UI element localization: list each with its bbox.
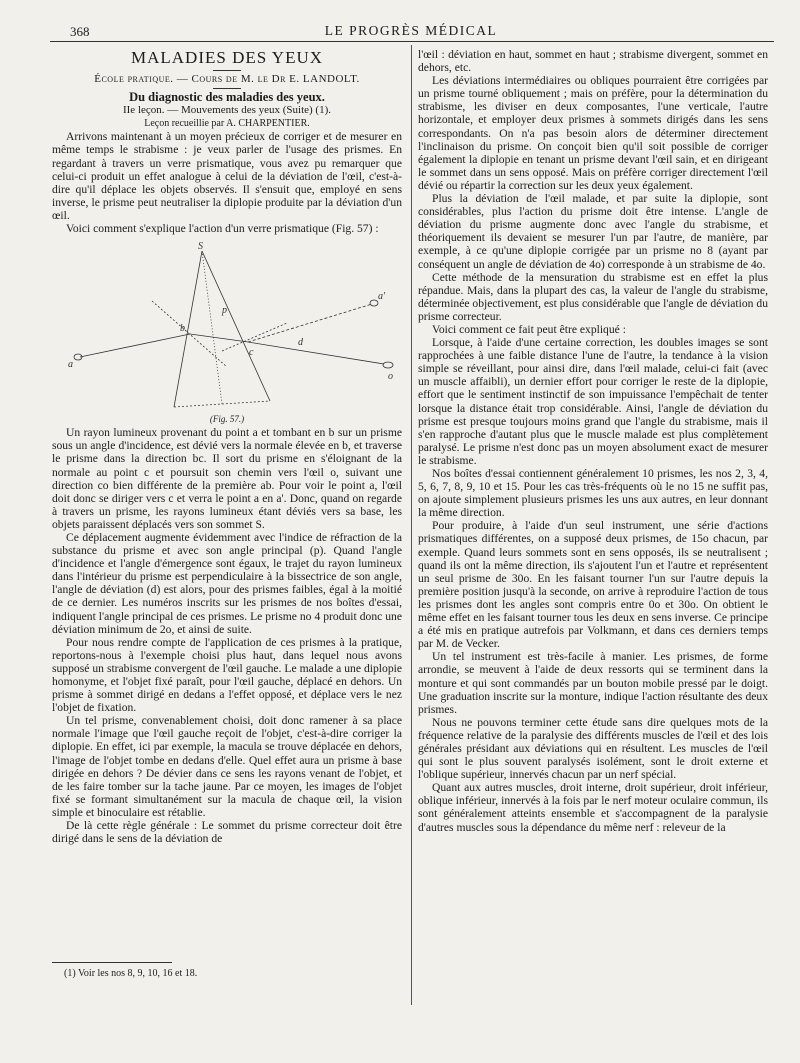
- normal-b: [152, 301, 227, 367]
- internal-ray: [190, 334, 248, 342]
- paragraph: Un tel instrument est très-facile à manier. Les prismes, de forme arrondie, se meuvent à l'aide de deux ressorts qui se terminent dans la monture et qui sont commandés par un bouton mobile pressé par le doigt. Une graduation inscrite sur la monture, indique l'action résultante des deux prismes.: [418, 650, 768, 716]
- column-rule: [411, 45, 412, 1005]
- article-title: Du diagnostic des maladies des yeux.: [129, 90, 325, 105]
- subhead-rule: [213, 88, 241, 89]
- paragraph: Cette méthode de la mensuration du strabisme est en effet la plus répandue. Mais, dans la plupart des cas, la valeur de l'angle du strabisme, déterminée objectivement, est plus considérable que l'angle de déviation du prisme correcteur.: [418, 270, 768, 323]
- label-o: o: [388, 371, 393, 383]
- figure-caption: (Fig. 57.): [209, 414, 245, 425]
- prism-figure: [52, 239, 402, 411]
- label-c: c: [249, 347, 254, 359]
- incident-ray: [80, 334, 190, 357]
- course-line: École pratique. — Cours de M. le Dr E. LANDOLT.: [94, 73, 360, 85]
- header-rule: [50, 41, 774, 42]
- paragraph: Voici comment s'explique l'action d'un verre prismatique (Fig. 57) :: [66, 222, 379, 236]
- footnote-rule: [52, 962, 172, 963]
- paragraph: Nous ne pouvons terminer cette étude sans dire quelques mots de la fréquence relative de la paralysie des différents muscles de l'œil et des lois générales présidant aux déviations qui en résultent. Les muscles de l'œil qui sont le plus souvent paralysés isolément, sont le droit externe et l'oblique supérieur, innervés chacun par un nerf spécial.: [418, 715, 768, 782]
- paragraph: Les déviations intermédiaires ou obliques pourraient être corrigées par un prisme tourné obliquement ; mais on préfère, pour la détermination du strabisme, les diviser en deux composantes, l'une verticale, l'autre horizontale, et employer deux prismes à sommets dirigés dans les sens correspondants. On n'a pas besoin alors de déterminer directement l'inclinaison du prisme. On conçoit bien qu'il soit possible de corriger également la diplopie en tenant un prisme devant l'œil sain, et en dirigeant le sommet dans un sens opposé. Mais on préfère corriger directement l'œil dévié ou répartir la correction sur les deux yeux également.: [418, 74, 768, 192]
- label-p: p: [222, 305, 227, 317]
- page-header: [48, 22, 774, 42]
- paragraph: Voici comment ce fait peut être expliqué :: [432, 322, 626, 336]
- emergent-ray: [248, 342, 384, 364]
- prism-base: [174, 401, 270, 407]
- label-a-prime: a': [378, 291, 386, 303]
- prism-left-edge: [174, 251, 202, 407]
- apparent-ray: [248, 304, 372, 342]
- paragraph: Pour nous rendre compte de l'application de ces prismes à la pratique, reportons-nous à l'exemple choisi plus haut, dans lequel nous avons supposé un strabisme convergent de l'œil gauche. Le malade a une diplopie homonyme, et l'objet fixé paraît, pour l'œil gauche, déplacé en dehors. Un prisme à sommet dirigé en dedans a l'effet opposé, et déplace vers le nez l'objet de fixation.: [52, 635, 402, 715]
- paragraph: Pour produire, à l'aide d'un seul instrument, une série d'actions prismatiques différentes, on a supposé deux prismes, de 15o chacun, par exemple. Quand leurs sommets sont en sens opposés, ils se neutralisent ; quand ils ont la même direction, ils s'ajoutent l'un et l'autre et représentent un seul prisme de 30o. En les faisant tourner l'un sur l'autre depuis la première position jusqu'à la seconde, on arrive à reproduire l'action de tous les prismes dont les angles sont compris entre 0o et 30o. On obtient le même effet en les faisant tourner tous les deux en sens inverse. Ce principe a été mis en pratique autrefois par Volkmann, et dans ces derniers temps par M. de Vecker.: [418, 519, 768, 651]
- paragraph: Arrivons maintenant à un moyen précieux de corriger et de mesurer en même temps le strabisme : je veux parler de l'usage des prismes. En regardant à travers un verre prismatique, vous avez pu remarquer que celui-ci produit un effet analogue à celui de la déviation de l'œil, c'est-à-dire qu'il déplace les objets observés. Il s'ensuit que, employé en sens inverse, le prisme peut neutraliser la diplopie produite par la déviation d'un œil.: [52, 130, 402, 222]
- label-d: d: [298, 337, 303, 349]
- paragraph: Quant aux autres muscles, droit interne, droit supérieur, droit inférieur, oblique inférieur, innervés à la fois par le nerf moteur oculaire commun, ils sont généralement atteints ensemble et s'accompagnent de la paralysie d'autres muscles sous la dépendance du même nerf : releveur de la: [418, 781, 768, 834]
- paragraph: De là cette règle générale : Le sommet du prisme correcteur doit être dirigé dans le sens de la déviation de: [52, 819, 402, 846]
- paragraph: l'œil : déviation en haut, sommet en haut ; strabisme divergent, sommet en dehors, etc.: [418, 48, 768, 75]
- lesson-line: IIe leçon. — Mouvements des yeux (Suite) (1).: [122, 104, 332, 117]
- label-a: a: [68, 359, 73, 371]
- label-b: b: [180, 323, 185, 335]
- apparent-object: [370, 300, 378, 306]
- left-column: [52, 48, 402, 845]
- paragraph: Nos boîtes d'essai contiennent généralement 10 prismes, les nos 2, 3, 4, 5, 6, 7, 8, 9, 10 et 15. Pour les cas très-fréquents où le no 15 ne suffit pas, on ajoute simplement plusieurs prismes les uns aux autres, en leur donnant la même direction.: [418, 467, 768, 520]
- paragraph: Lorsque, à l'aide d'une certaine correction, les doubles images se sont rapprochées à une faible distance l'une de l'autre, la tendance à la vision simple se réveillant, pour ainsi dire, dans l'œil malade, celui-ci fait (avec un muscle affaibli), un dernier effort pour corriger le reste de la diplopie, effort que le sentiment instinctif de son impuissance l'empêchait de tenter lorsque la distance était trop considérable. Ainsi, l'angle de déviation du prisme est presque toujours moins grand que l'angle du strabisme, mais il s'en rapproche d'autant plus que le muscle malade est plus complètement paralysé. Le prisme n'est donc pas un moyen absolument exact de mesurer le strabisme.: [418, 336, 768, 467]
- running-title: LE PROGRÈS MÉDICAL: [324, 23, 498, 38]
- paragraph: Plus la déviation de l'œil malade, et par suite la diplopie, sont considérables, plus l'action du prisme doit être intense. L'angle de déviation du prisme augmente donc avec l'angle du strabisme, et théoriquement ils devaient se mesurer l'un par l'autre, de manière, par exemple, à ce qu'une diplopie corrigée par un prisme no 8 (ayant par conséquent un angle de déviation de 4o) corresponde à un strabisme de 4o.: [418, 192, 768, 271]
- right-column: [418, 48, 768, 834]
- title-rule: [213, 70, 241, 71]
- label-s: S: [198, 241, 203, 253]
- section-title: MALADIES DES YEUX: [130, 48, 324, 67]
- footnote: (1) Voir les nos 8, 9, 10, 16 et 18.: [64, 968, 198, 979]
- page-number: 368: [70, 24, 90, 39]
- paragraph: Ce déplacement augmente évidemment avec l'indice de réfraction de la substance du prisme et avec son angle principal (p). Quand l'angle d'incidence et l'angle d'émergence sont égaux, le trajet du rayon lumineux dans l'intérieur du prisme est perpendiculaire à la bissectrice de son angle, l'angle de déviation (d) est alors, pour des prismes faibles, égal à la moitié de ce dernier. Les numéros inscrits sur les prismes de nos boîtes d'essai, indiquent l'angle principal de ces prismes. Le prisme no 4 produit donc une déviation minimum de 2o, et ainsi de suite.: [52, 530, 402, 636]
- prism-diagram: [52, 239, 402, 411]
- paragraph: Un tel prisme, convenablement choisi, doit donc ramener à sa place normale l'image que l'œil gauche reçoit de l'objet, c'est-à-dire corriger la diplopie. En effet, ici par exemple, la macula se trouve déplacée en dehors, l'image de l'objet tombe en dedans d'elle. Quel effet aura un prisme à base dirigée en dehors ? De dévier dans ce sens les rayons venant de l'objet, et de les faire tomber sur la tache jaune. Par ce moyen, les images de l'objet fixé se formant simultanément sur la macula de chaque œil, la vision simple et binoculaire est rétablie.: [52, 714, 402, 819]
- paragraph: Un rayon lumineux provenant du point a et tombant en b sur un prisme sous un angle d'incidence, est dévié vers la normale élevée en b, et traverse le prisme dans la direction bc. Il sort du prisme en s'éloignant de la normale au point c et poursuit son chemin vers l'œil o, suivant une direction co bien différente de la première ab. Pour voir le point a, l'œil doit donc se diriger vers c et verra le point a en a'. Donc, quand on regarde à travers un prisme, les rayons lumineux étant déviés vers sa base, les objets paraissent déplacés vers son sommet S.: [52, 426, 402, 531]
- recorded-by: Leçon recueillie par A. CHARPENTIER.: [144, 118, 310, 130]
- eye: [383, 362, 393, 368]
